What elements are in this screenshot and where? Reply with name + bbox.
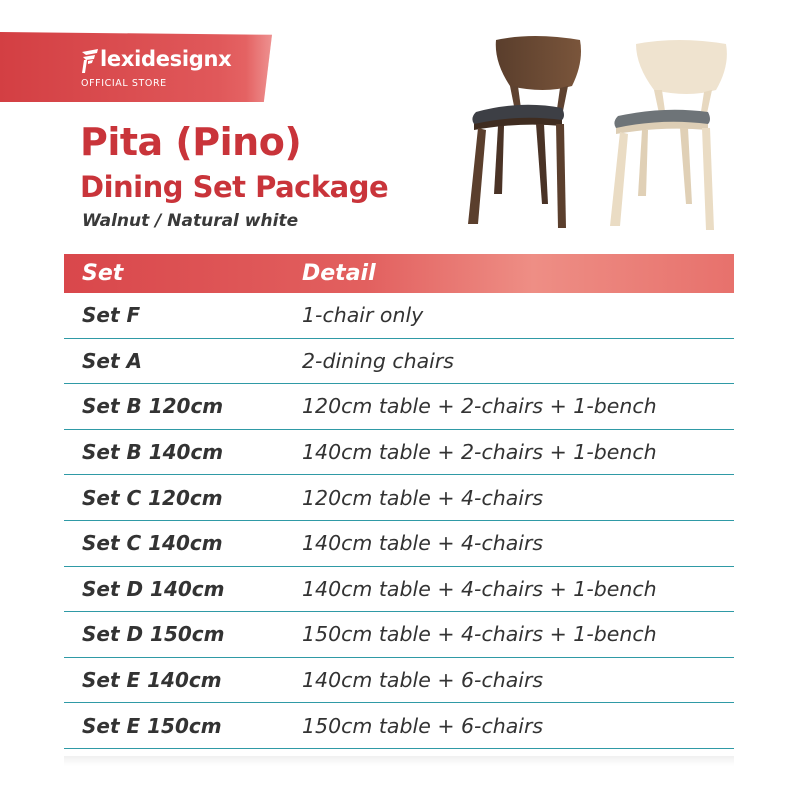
page-subtitle: Dining Set Package — [80, 170, 389, 204]
table-shadow — [64, 756, 734, 766]
set-name: Set D 150cm — [82, 622, 225, 647]
table-row — [64, 384, 734, 430]
set-detail: 2-dining chairs — [302, 348, 454, 373]
set-name: Set C 120cm — [82, 485, 223, 510]
table-row — [64, 658, 734, 704]
page-title: Pita (Pino) — [80, 120, 302, 164]
set-detail: 140cm table + 6-chairs — [302, 668, 544, 693]
header-set: Set — [82, 261, 124, 286]
set-name: Set C 140cm — [82, 531, 223, 556]
set-detail: 120cm table + 2-chairs + 1-bench — [302, 394, 657, 419]
brand-name: lexidesignx — [100, 47, 232, 71]
set-detail: 150cm table + 6-chairs — [302, 713, 544, 738]
table-row — [64, 521, 734, 567]
walnut-chair-image — [458, 34, 588, 234]
table-row — [64, 567, 734, 613]
set-name: Set E 150cm — [82, 713, 222, 738]
table-row — [64, 475, 734, 521]
brand-subtitle: OFFICIAL STORE — [81, 78, 167, 89]
table-row — [64, 293, 734, 339]
table-row — [64, 430, 734, 476]
set-detail: 140cm table + 4-chairs + 1-bench — [302, 576, 657, 601]
white-chair-image — [598, 38, 733, 234]
set-name: Set D 140cm — [82, 576, 225, 601]
color-options: Walnut / Natural white — [82, 211, 299, 231]
set-table — [64, 254, 734, 749]
set-detail: 120cm table + 4-chairs — [302, 485, 544, 510]
set-detail: 140cm table + 2-chairs + 1-bench — [302, 440, 657, 465]
set-detail: 150cm table + 4-chairs + 1-bench — [302, 622, 657, 647]
table-row — [64, 339, 734, 385]
table-row — [64, 703, 734, 749]
set-name: Set B 120cm — [82, 394, 224, 419]
set-name: Set B 140cm — [82, 440, 224, 465]
table-row — [64, 612, 734, 658]
header-detail: Detail — [302, 261, 376, 286]
set-detail: 140cm table + 4-chairs — [302, 531, 544, 556]
set-name: Set E 140cm — [82, 668, 222, 693]
table-header — [64, 254, 734, 293]
set-detail: 1-chair only — [302, 303, 424, 328]
set-name: Set A — [82, 348, 142, 373]
set-name: Set F — [82, 303, 141, 328]
brand-logo-icon — [80, 48, 102, 74]
